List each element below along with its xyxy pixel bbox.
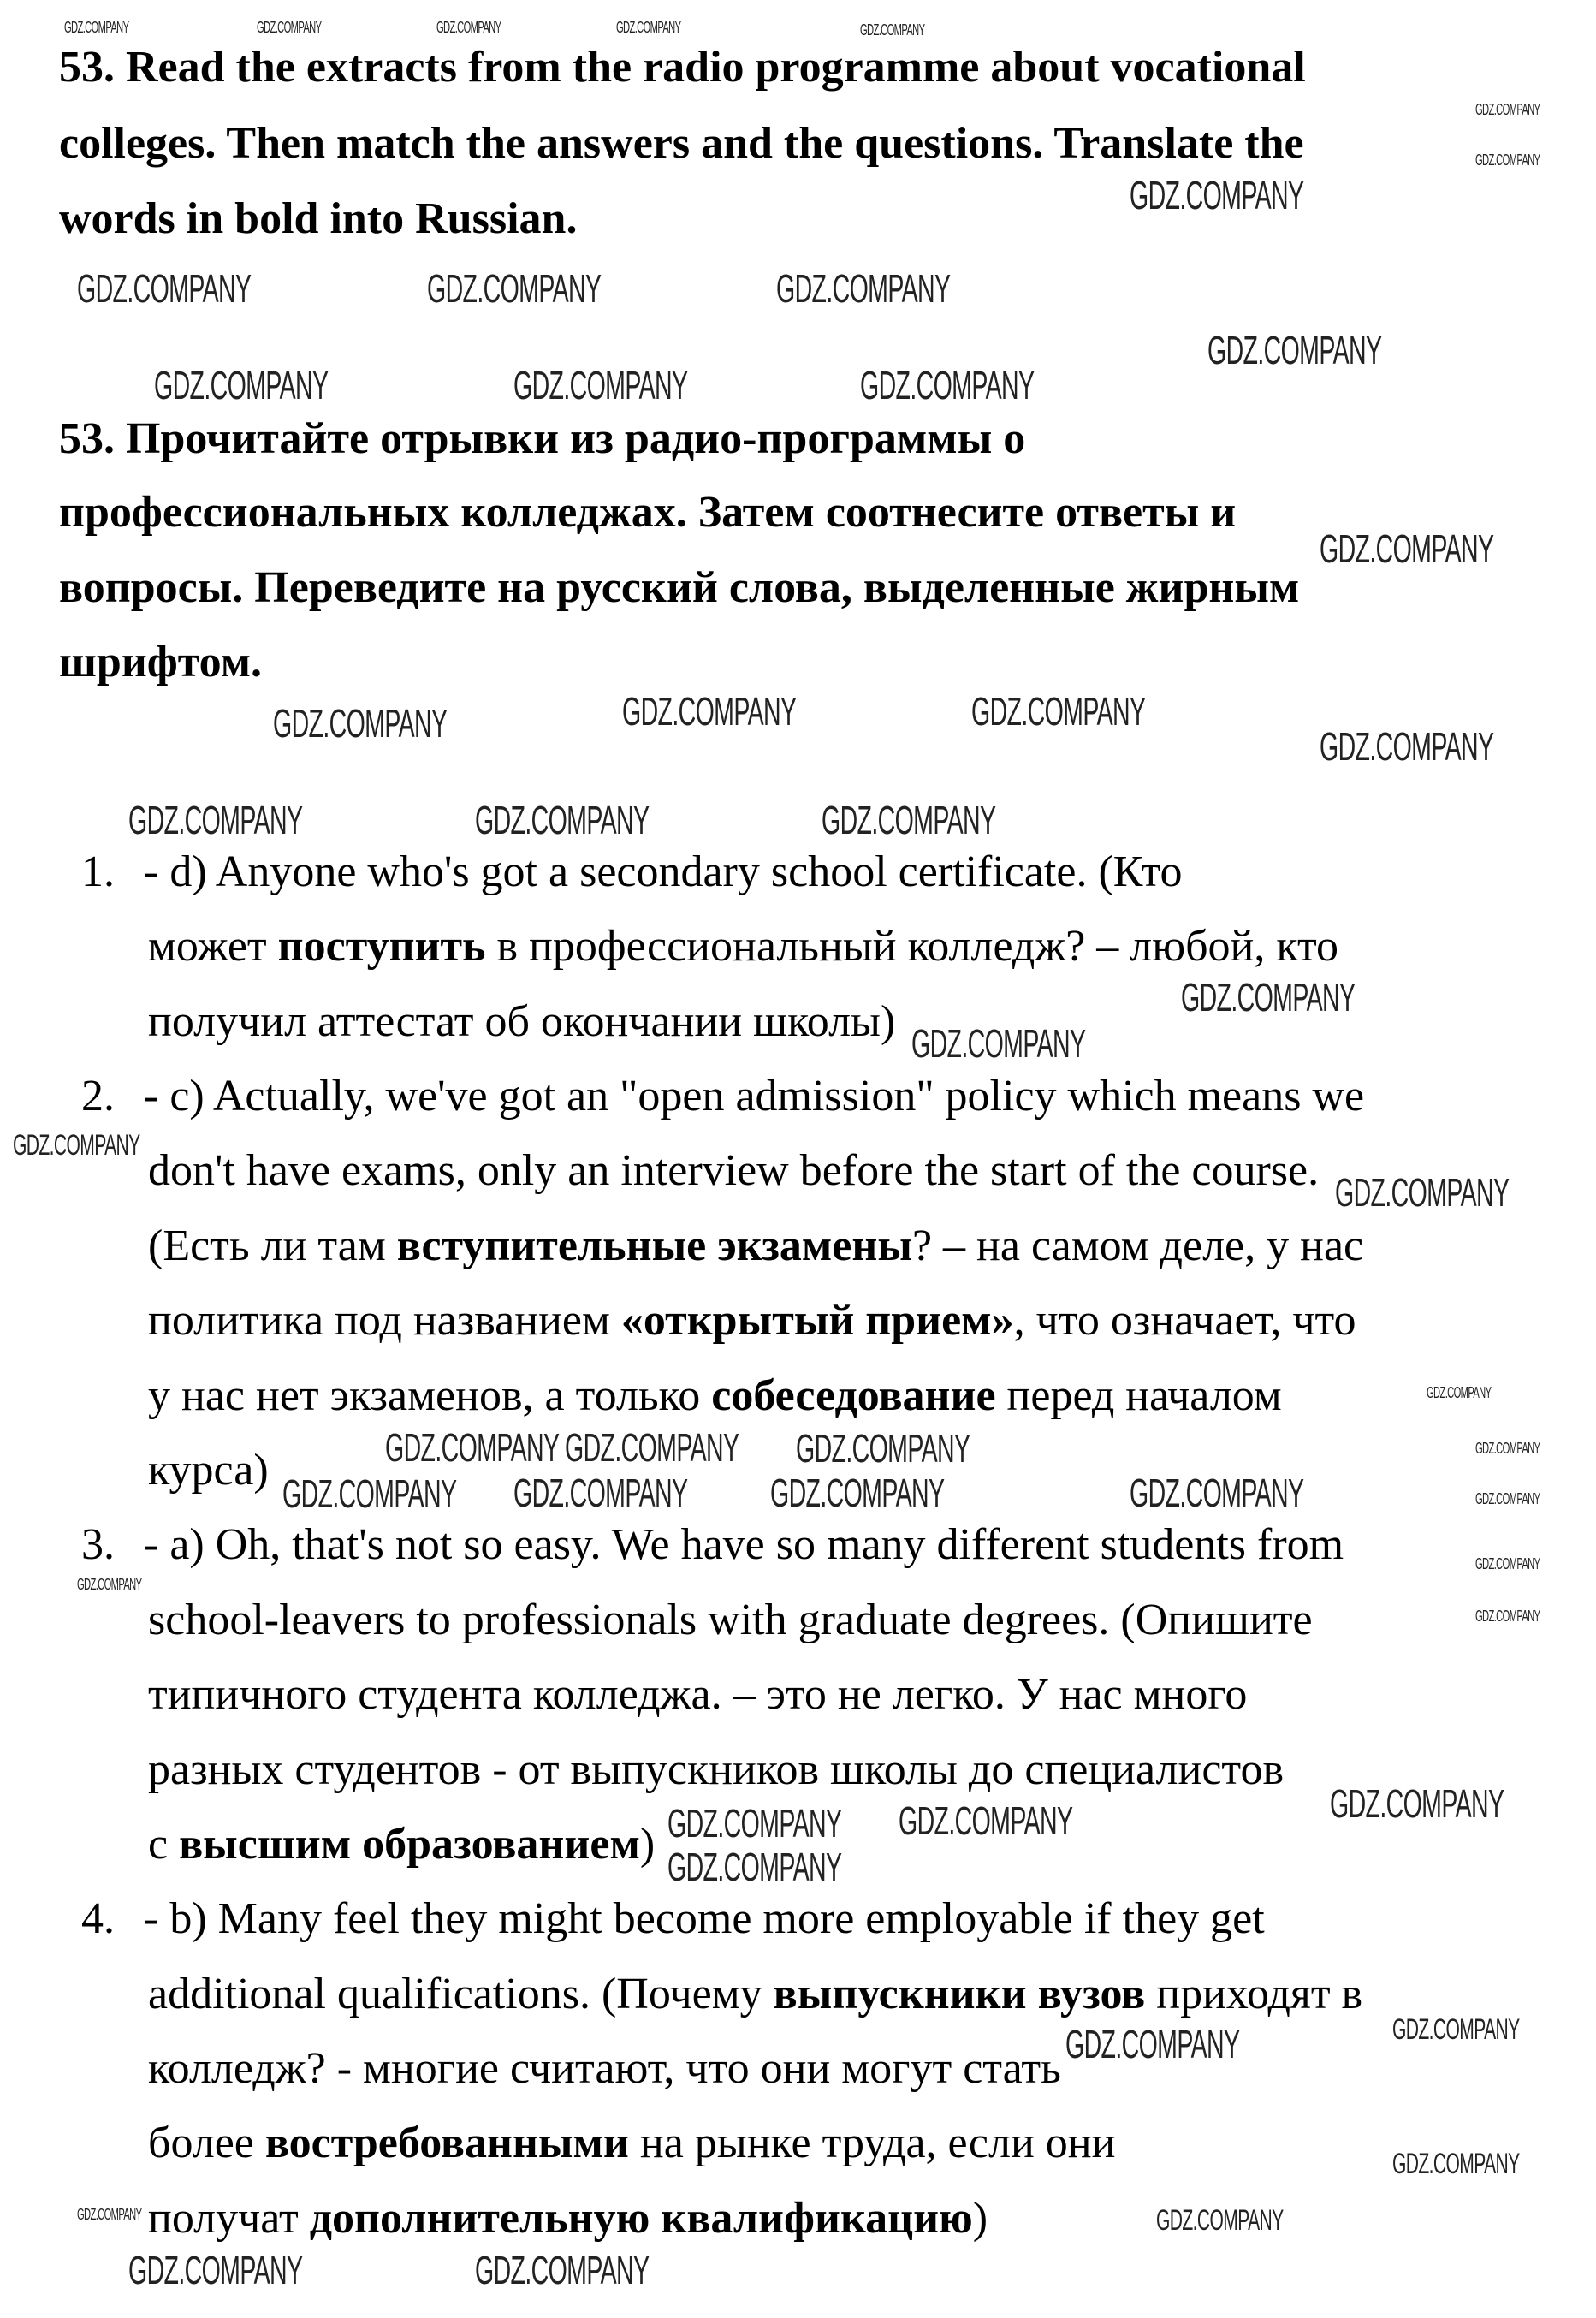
watermark: GDZ.COMPANY	[1155, 2203, 1284, 2237]
watermark: GDZ.COMPANY	[1474, 1555, 1540, 1573]
watermark: GDZ.COMPANY	[385, 1424, 560, 1470]
watermark: GDZ.COMPANY	[970, 688, 1146, 734]
watermark: GDZ.COMPANY	[1130, 173, 1304, 218]
watermark: GDZ.COMPANY	[1207, 328, 1382, 373]
watermark: GDZ.COMPANY	[822, 797, 996, 842]
answer-line	[144, 847, 1183, 898]
answer-text: (Есть ли там	[148, 1221, 397, 1270]
answer-number: 4.	[81, 1894, 115, 1944]
answer-text: у нас нет экзаменов, а только	[148, 1370, 712, 1420]
answer-line	[148, 1969, 1362, 2020]
answer-number: 3.	[81, 1520, 115, 1570]
answer-line	[148, 2193, 988, 2244]
answer-text: может	[148, 922, 278, 972]
watermark: GDZ.COMPANY	[1474, 1440, 1540, 1458]
watermark: GDZ.COMPANY	[273, 700, 448, 746]
answer-text: - b) Many feel they might become more employable if they get	[144, 1894, 1265, 1944]
answer-text: колледж? - многие считают, что они могут стать	[148, 2044, 1061, 2094]
answer-text: приходят в	[1145, 1969, 1363, 2018]
english-heading-line: words in bold into Russian.	[59, 193, 578, 243]
answer-text: )	[972, 2193, 988, 2243]
answer-text: политика под названием	[148, 1296, 621, 1346]
watermark: GDZ.COMPANY	[1474, 100, 1540, 118]
watermark: GDZ.COMPANY	[616, 18, 681, 36]
answer-line	[144, 1893, 1265, 1945]
answer-text: получил аттестат об окончании школы)	[148, 996, 896, 1046]
watermark: GDZ.COMPANY	[513, 363, 688, 408]
watermark: GDZ.COMPANY	[1474, 1490, 1540, 1508]
russian-heading-line: вопросы. Переведите на русский слова, выделенные жирным	[59, 563, 1300, 613]
english-heading-line: 53. Read the extracts from the radio programme about vocational	[59, 43, 1306, 92]
answer-line	[148, 1145, 1319, 1197]
watermark: GDZ.COMPANY	[282, 1471, 457, 1517]
watermark: GDZ.COMPANY	[1181, 975, 1356, 1019]
answer-line	[148, 1295, 1356, 1346]
answer-line	[148, 921, 1338, 972]
answer-text: перед началом	[995, 1370, 1282, 1420]
watermark: GDZ.COMPANY	[565, 1425, 739, 1471]
watermark: GDZ.COMPANY	[667, 1844, 842, 1889]
answer-line	[148, 996, 895, 1048]
bold-term: высшим образованием	[179, 1819, 640, 1869]
watermark: GDZ.COMPANY	[860, 21, 925, 39]
watermark: GDZ.COMPANY	[1474, 151, 1540, 169]
answer-text: типичного студента колледжа. – это не легко. У нас много	[148, 1670, 1248, 1720]
watermark: GDZ.COMPANY	[475, 2247, 650, 2292]
watermark: GDZ.COMPANY	[475, 797, 650, 842]
watermark: GDZ.COMPANY	[1391, 2013, 1520, 2047]
watermark: GDZ.COMPANY	[1391, 2148, 1520, 2181]
watermark: GDZ.COMPANY	[1320, 526, 1494, 571]
watermark: GDZ.COMPANY	[76, 265, 252, 311]
answer-text: ? – на самом деле, у нас	[911, 1221, 1364, 1270]
answer-text: в профессиональный колледж? – любой, кто	[485, 922, 1339, 972]
bold-term: «открытый прием»	[620, 1296, 1014, 1346]
answer-text: additional qualifications. (Почему	[148, 1969, 774, 2018]
answer-text: )	[639, 1819, 656, 1869]
answer-line	[148, 1445, 269, 1496]
answer-line	[148, 1370, 1282, 1422]
answer-text: разных студентов - от выпускников школы до специалистов	[148, 1744, 1284, 1794]
answer-text: - d) Anyone who's got a secondary school certificate. (Кто	[144, 847, 1183, 896]
answer-text: курса)	[148, 1446, 269, 1495]
watermark: GDZ.COMPANY	[1320, 724, 1494, 770]
watermark: GDZ.COMPANY	[77, 2206, 142, 2224]
watermark: GDZ.COMPANY	[64, 18, 129, 36]
answer-text: получат	[148, 2193, 310, 2243]
watermark: GDZ.COMPANY	[154, 363, 329, 408]
answer-line	[148, 2118, 1115, 2169]
watermark: GDZ.COMPANY	[436, 18, 501, 36]
answer-text: - c) Actually, we've got an "open admission" policy which means we	[144, 1072, 1365, 1121]
watermark: GDZ.COMPANY	[1335, 1170, 1510, 1215]
answer-line	[148, 1744, 1284, 1796]
answer-text: с	[148, 1819, 180, 1869]
watermark: GDZ.COMPANY	[257, 18, 322, 36]
answer-text: - a) Oh, that's not so easy. We have so many different students from	[144, 1520, 1344, 1570]
watermark: GDZ.COMPANY	[899, 1798, 1073, 1843]
bold-term: вступительные экзамены	[396, 1221, 912, 1270]
russian-heading-line: профессиональных колледжах. Затем соотнесите ответы и	[59, 488, 1237, 538]
russian-heading-line: шрифтом.	[59, 637, 263, 686]
watermark: GDZ.COMPANY	[911, 1021, 1086, 1067]
answer-line	[144, 1071, 1364, 1122]
watermark: GDZ.COMPANY	[427, 265, 602, 311]
watermark: GDZ.COMPANY	[13, 1128, 140, 1162]
bold-term: востребованными	[264, 2119, 629, 2168]
answer-line	[148, 2043, 1061, 2095]
watermark: GDZ.COMPANY	[770, 1471, 945, 1516]
watermark: GDZ.COMPANY	[667, 1800, 842, 1845]
watermark: GDZ.COMPANY	[622, 688, 797, 734]
watermark: GDZ.COMPANY	[77, 1575, 142, 1593]
answer-line	[148, 1669, 1247, 1721]
answer-line	[148, 1221, 1363, 1272]
russian-heading-line: 53. Прочитайте отрывки из радио-программы о	[59, 413, 1026, 463]
watermark: GDZ.COMPANY	[1474, 1607, 1540, 1625]
watermark: GDZ.COMPANY	[796, 1425, 970, 1471]
bold-term: поступить	[277, 922, 486, 972]
answer-text: на рынке труда, если они	[628, 2119, 1116, 2168]
watermark: GDZ.COMPANY	[860, 363, 1035, 408]
watermark: GDZ.COMPANY	[1426, 1383, 1491, 1401]
bold-term: дополнительную квалификацию	[309, 2193, 973, 2243]
answer-text: , что означает, что	[1013, 1296, 1356, 1346]
english-heading-line: colleges. Then match the answers and the questions. Translate the	[59, 118, 1304, 168]
watermark: GDZ.COMPANY	[1065, 2021, 1240, 2066]
watermark: GDZ.COMPANY	[1130, 1471, 1304, 1516]
watermark: GDZ.COMPANY	[775, 265, 951, 311]
answer-line	[144, 1519, 1344, 1571]
answer-text: school-leavers to professionals with graduate degrees. (Опишите	[148, 1595, 1313, 1644]
bold-term: собеседование	[711, 1370, 996, 1420]
watermark: GDZ.COMPANY	[1330, 1780, 1504, 1826]
answer-line	[148, 1595, 1313, 1646]
answer-number: 1.	[81, 847, 115, 896]
answer-text: более	[148, 2119, 265, 2168]
answer-line	[148, 1819, 655, 1870]
answer-text: don't have exams, only an interview before the start of the course.	[148, 1146, 1320, 1196]
watermark: GDZ.COMPANY	[513, 1471, 688, 1516]
answer-number: 2.	[81, 1072, 115, 1121]
bold-term: выпускники вузов	[773, 1969, 1146, 2018]
watermark: GDZ.COMPANY	[128, 797, 303, 842]
watermark: GDZ.COMPANY	[128, 2247, 303, 2292]
